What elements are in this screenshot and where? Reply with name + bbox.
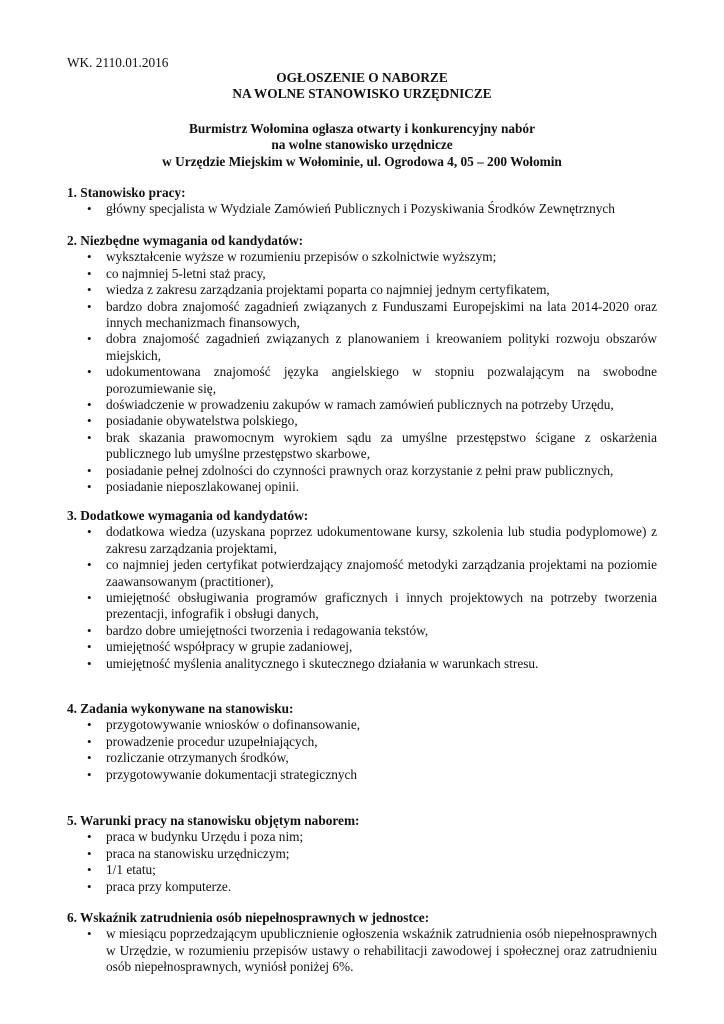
list-item xyxy=(89,862,657,878)
section-heading: 1. Stanowisko pracy: xyxy=(67,185,186,200)
list-item xyxy=(89,557,657,590)
list-item-text: brak skazania prawomocnym wyrokiem sądu za umyślne przestępstwo ścigane z oskarżenia publicznego lub umyślne przestępstwo skarbowe, xyxy=(106,429,657,462)
section-position xyxy=(67,185,657,218)
list-item xyxy=(89,282,657,298)
list-item xyxy=(89,926,657,975)
bullet-icon: • xyxy=(87,364,92,380)
section-list xyxy=(67,926,657,975)
list-item xyxy=(89,364,657,397)
bullet-icon: • xyxy=(87,249,92,265)
section-heading: 3. Dodatkowe wymagania od kandydatów: xyxy=(67,508,309,523)
list-item xyxy=(89,201,657,217)
list-item xyxy=(89,430,657,463)
bullet-icon: • xyxy=(87,878,92,894)
bullet-icon: • xyxy=(87,845,92,861)
bullet-icon: • xyxy=(87,766,92,782)
list-item xyxy=(89,879,657,895)
section-disability-rate xyxy=(67,910,657,976)
bullet-icon: • xyxy=(87,282,92,298)
list-item-text: wykształcenie wyższe w rozumieniu przepisów o szkolnictwie wyższym; xyxy=(106,249,497,265)
bullet-icon: • xyxy=(87,331,92,347)
list-item xyxy=(89,266,657,282)
list-item-text: co najmniej jeden certyfikat potwierdzający znajomość metodyki zarządzania projektami na poziomie zaawansowanym (practitioner), xyxy=(106,557,657,589)
list-item xyxy=(89,846,657,862)
bullet-icon: • xyxy=(87,862,92,878)
list-item xyxy=(89,249,657,265)
list-item xyxy=(89,750,657,766)
bullet-icon: • xyxy=(87,829,92,845)
subtitle-line: Burmistrz Wołomina ogłasza otwarty i konkurencyjny nabór xyxy=(189,121,535,136)
subtitle-line: na wolne stanowisko urzędnicze xyxy=(271,137,453,153)
list-item xyxy=(89,463,657,479)
bullet-icon: • xyxy=(87,590,92,606)
list-item xyxy=(89,829,657,845)
bullet-icon: • xyxy=(87,462,92,478)
bullet-icon: • xyxy=(87,479,92,495)
bullet-icon: • xyxy=(87,733,92,749)
section-list xyxy=(67,829,657,895)
announcement-title xyxy=(0,70,724,103)
list-item-text: bardzo dobra znajomość zagadnień związanych z Funduszami Europejskimi na lata 2014-2020 oraz innych mechanizmach finansowych, xyxy=(106,298,657,331)
list-item-text: udokumentowana znajomość języka angielskiego w stopniu pozwalającym na swobodne porozumiewanie się, xyxy=(106,364,657,396)
list-item xyxy=(89,331,657,364)
list-item-text: praca na stanowisku urzędniczym; xyxy=(106,845,290,861)
bullet-icon: • xyxy=(87,717,92,733)
list-item-text: praca w budynku Urzędu i poza nim; xyxy=(106,829,304,845)
list-item xyxy=(89,590,657,623)
section-required xyxy=(67,233,657,496)
list-item xyxy=(89,413,657,429)
bullet-icon: • xyxy=(87,622,92,638)
list-item-text: dobra znajomość zagadnień związanych z planowaniem i kreowaniem polityki rozwoju obszarów miejskich, xyxy=(106,331,657,363)
bullet-icon: • xyxy=(87,265,92,281)
section-additional xyxy=(67,508,657,672)
title-line: OGŁOSZENIE O NABORZE xyxy=(276,70,448,85)
list-item-text: umiejętność obsługiwania programów graficznych i innych projektowych na potrzeby tworzenia prezentacji, infografik i obsługi danych, xyxy=(106,590,657,622)
list-item-text: bardzo dobre umiejętności tworzenia i redagowania tekstów, xyxy=(106,622,429,638)
bullet-icon: • xyxy=(87,201,92,217)
bullet-icon: • xyxy=(87,750,92,766)
section-conditions xyxy=(67,813,657,895)
section-tasks xyxy=(67,701,657,783)
list-item xyxy=(89,299,657,332)
section-list xyxy=(67,249,657,495)
list-item xyxy=(89,623,657,639)
list-item xyxy=(89,656,657,672)
list-item-text: posiadanie nieposzlakowanej opinii. xyxy=(106,479,300,495)
section-heading: 5. Warunki pracy na stanowisku objętym naborem: xyxy=(67,813,360,828)
list-item xyxy=(89,524,657,557)
bullet-icon: • xyxy=(87,298,92,314)
list-item xyxy=(89,767,657,783)
list-item-text: dodatkowa wiedza (uzyskana poprzez udokumentowane kursy, szkolenia lub studia podyplomowe) z zakresu zarządzania projektami, xyxy=(106,524,657,556)
list-item xyxy=(89,479,657,495)
section-list xyxy=(67,201,657,217)
list-item-text: wiedza z zakresu zarządzania projektami poparta co najmniej jednym certyfikatem, xyxy=(106,282,550,298)
list-item-text: główny specjalista w Wydziale Zamówień Publicznych i Pozyskiwania Środków Zewnętrznych xyxy=(106,201,615,217)
subtitle-line: w Urzędzie Miejskim w Wołominie, ul. Ogrodowa 4, 05 – 200 Wołomin xyxy=(162,153,562,169)
list-item-text: prowadzenie procedur uzupełniających, xyxy=(106,733,318,749)
section-heading: 2. Niezbędne wymagania od kandydatów: xyxy=(67,233,304,248)
list-item-text: rozliczanie otrzymanych środków, xyxy=(106,750,289,766)
list-item-text: przygotowywanie dokumentacji strategicznych xyxy=(106,766,358,782)
bullet-icon: • xyxy=(87,524,92,540)
list-item-text: przygotowywanie wniosków o dofinansowanie, xyxy=(106,717,361,733)
list-item-text: posiadanie pełnej zdolności do czynności prawnych oraz korzystanie z pełni praw publicznych, xyxy=(106,462,614,478)
section-heading: 4. Zadania wykonywane na stanowisku: xyxy=(67,701,294,716)
bullet-icon: • xyxy=(87,397,92,413)
list-item-text: umiejętność współpracy w grupie zadaniowej, xyxy=(106,639,353,655)
list-item-text: umiejętność myślenia analitycznego i skutecznego działania w warunkach stresu. xyxy=(106,655,539,671)
list-item-text: co najmniej 5-letni staż pracy, xyxy=(106,265,266,281)
bullet-icon: • xyxy=(87,639,92,655)
bullet-icon: • xyxy=(87,557,92,573)
section-list xyxy=(67,524,657,672)
list-item xyxy=(89,734,657,750)
section-list xyxy=(67,717,657,783)
section-heading: 6. Wskaźnik zatrudnienia osób niepełnosprawnych w jednostce: xyxy=(67,910,430,925)
list-item xyxy=(89,639,657,655)
list-item xyxy=(89,717,657,733)
bullet-icon: • xyxy=(87,413,92,429)
bullet-icon: • xyxy=(87,926,92,942)
list-item-text: doświadczenie w prowadzeniu zakupów w ramach zamówień publicznych na potrzeby Urzędu, xyxy=(106,397,614,413)
list-item-text: posiadanie obywatelstwa polskiego, xyxy=(106,413,298,429)
bullet-icon: • xyxy=(87,655,92,671)
bullet-icon: • xyxy=(87,429,92,445)
list-item-text: praca przy komputerze. xyxy=(106,878,232,894)
title-line: NA WOLNE STANOWISKO URZĘDNICZE xyxy=(232,86,492,102)
list-item xyxy=(89,397,657,413)
list-item-text: w miesiącu poprzedzającym upublicznienie ogłoszenia wskaźnik zatrudnienia osób niepełnosprawnych w Urzędzie, w rozumieniu przepisów ustawy o rehabilitacji zawodowej i społecznej oraz zatrudnieniu osób niepełnosprawnych, wyniósł poniżej 6%. xyxy=(106,926,657,975)
announcement-subtitle xyxy=(0,121,724,170)
reference-number: WK. 2110.01.2016 xyxy=(67,55,169,70)
list-item-text: 1/1 etatu; xyxy=(106,862,156,878)
